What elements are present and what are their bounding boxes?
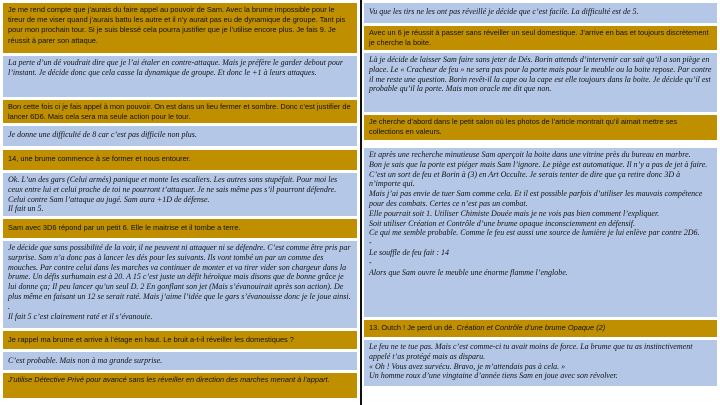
player-text-block: Je me rend compte que j’aurais du faire appel au pouvoir de Sam. Avec la brume impossible pour le tireur de me viser quand j’aurais battu les autre et il n’y aurait pas eu de dynamique de groupe. Tant pis pour mon prochain tour. Si je suis blessé cela pourra justifier que je l’utilise encore plus. Je fais 9. Je réussit à parer son attaque. <box>3 3 357 53</box>
skill-name-italic: Création et Contrôle d’une brume Opaque (2) <box>456 323 606 332</box>
player-text-block <box>3 373 357 398</box>
skill-name-italic: Détective Privé pour avancé sans les réveiller en direction des marches menant à l’appart. <box>34 375 330 384</box>
gm-text-block: Ok. L’un des gars (Celui armés) panique et monte les escaliers. Les autres sons stupéfait. Pour moi les ceux entre lui et celui proche de toi ne pourront t’attaquer. Je ne sais même pas s’il pourront défendre. Celui contre Sam l’attaque au jugé. Sam aura +1D de défense. Il fait un 5. <box>3 173 357 216</box>
gm-text-block: Je décide que sans possibilité de la voir, il ne peuvent ni attaquer ni se défendre. C’est comme être pris par surprise. Sam n’a donc pas à lancer les dés pour les suivants. Ils vont tombé un par un comme des mouches. Par contre celui dans les marches va continuer de monter et va tirer vider son chargeur dans la brume. Un défis surhumain est à 20. A 15 c’est juste un défit héroïque mais disons que de bonne grâce je lui donne ça; Il peu lancer qu’un seul D. 2 En gonflant son jet (Mais s’évanouirait après son action). De plus même en faisant un 12 se serait raté. Mais j’aime l’idée que le gars s’évanouisse donc je le joue ainsi. . Il fait 5 c’est clairement raté et il s’évanouie. <box>3 241 357 328</box>
column-divider <box>360 0 362 405</box>
gm-text-block: C’est probable. Mais non à ma grande surprise. <box>3 352 357 370</box>
player-text-block: Sam avec 3D6 répond par un petit 6. Elle le maitrise et il tombe a terre. <box>3 219 357 238</box>
player-text-block: Je rappel ma brume et arrive à l’étage en haut. Le bruit a-t-il réveiller les domestiques ? <box>3 331 357 349</box>
player-text-block: Bon cette fois ci je fais appel à mon pouvoir. On est dans un lieu fermer et sombre. Donc c’est justifier de lancer 6D6. Mais cela sera ma seule action pour le tour. <box>3 100 357 123</box>
gm-text-block: Vu que les tirs ne les ont pas réveillé je décide que c’est facile. La difficulté est de 5. <box>364 3 717 23</box>
gm-text-block: Et après une recherche minutieuse Sam aperçoit la boite dans une vitrine près du bureau en marbre. Bon je sais que la porte est piéger mais Sam l’ignore. Le piège est automatique. Il n’y a pas de jet à faire. C’est un sort de feu et Borin à (3) en Art Occulte. Je serais tenter de dire que ça retire donc 3D à n’importe qui. Mais j’ai pas envie de tuer Sam comme cela. Et il est possible parfois d’utiliser les mauvais compétence pour des combats. Certes ce n’est pas un combat. Elle pourrait soit 1. Utiliser Chimiste Douée mais je ne vois pas bien comment l’expliquer. Soit utiliser Création et Contrôle d’une brume opaque inconsciemment en défensif. Ce qui me semble probable. Comme le feu est aussi une source de lumière je lui enlève par contre 2D6. - Le souffle de feu fait : 14 - Alors que Sam ouvre le meuble une énorme flamme l’englobe. <box>364 148 717 317</box>
text-segment: 13. Outch ! Je perd un dé. <box>369 323 457 332</box>
player-text-block: Avec un 6 je réussit à passer sans réveiller un seul domestique. J’arrive en bas et toujours discrètement je cherche la boite. <box>364 26 717 50</box>
gm-text-block: La perte d’un dé voudrait dire que je l’ai étaler en contre-attaque. Mais je préfère le garder debout pour l’instant. Je décide donc que cela casse la dynamique de groupe. Et donc le +1 à leurs attaques. <box>3 56 357 97</box>
text-segment: J’utilise <box>8 375 35 384</box>
player-text-block <box>364 320 717 337</box>
player-text-block: 14, une brume commence à se former et nous entourer. <box>3 150 357 170</box>
player-text-block: Je cherche d’abord dans le petit salon où les photos de l’article montrait qu’il aimait mettre ses collections en valeurs. <box>364 115 717 140</box>
gm-text-block: Je donne une difficulté de 8 car c’est pas difficile non plus. <box>3 126 357 146</box>
gm-text-block: Là je décide de laisser Sam faire sans jeter de Dés. Borin attends d’intervenir car sait qu’il a son piège en place. Le « Cracheur de feu » ne sera pas pour la porte mais pour le meuble ou la boite repose. Par contre il me reste une question. Borin revêt-il la cape ou la cape est elle toujours dans la boite. Je décide qu’il est probable qu’il la porte. Mais mon oracle me dit que non. <box>364 53 717 112</box>
gm-text-block: Le feu ne te tue pas. Mais c’est comme-ci tu avait moins de force. La brume que tu as instinctivement appelé t’as protégé mais as disparu. « Oh ! Vous avez survécu. Bravo, je m’attendais pas à cela. » Un homme roux d’une vingtaine d’année tiens Sam en joue avec son révolver. <box>364 340 717 386</box>
